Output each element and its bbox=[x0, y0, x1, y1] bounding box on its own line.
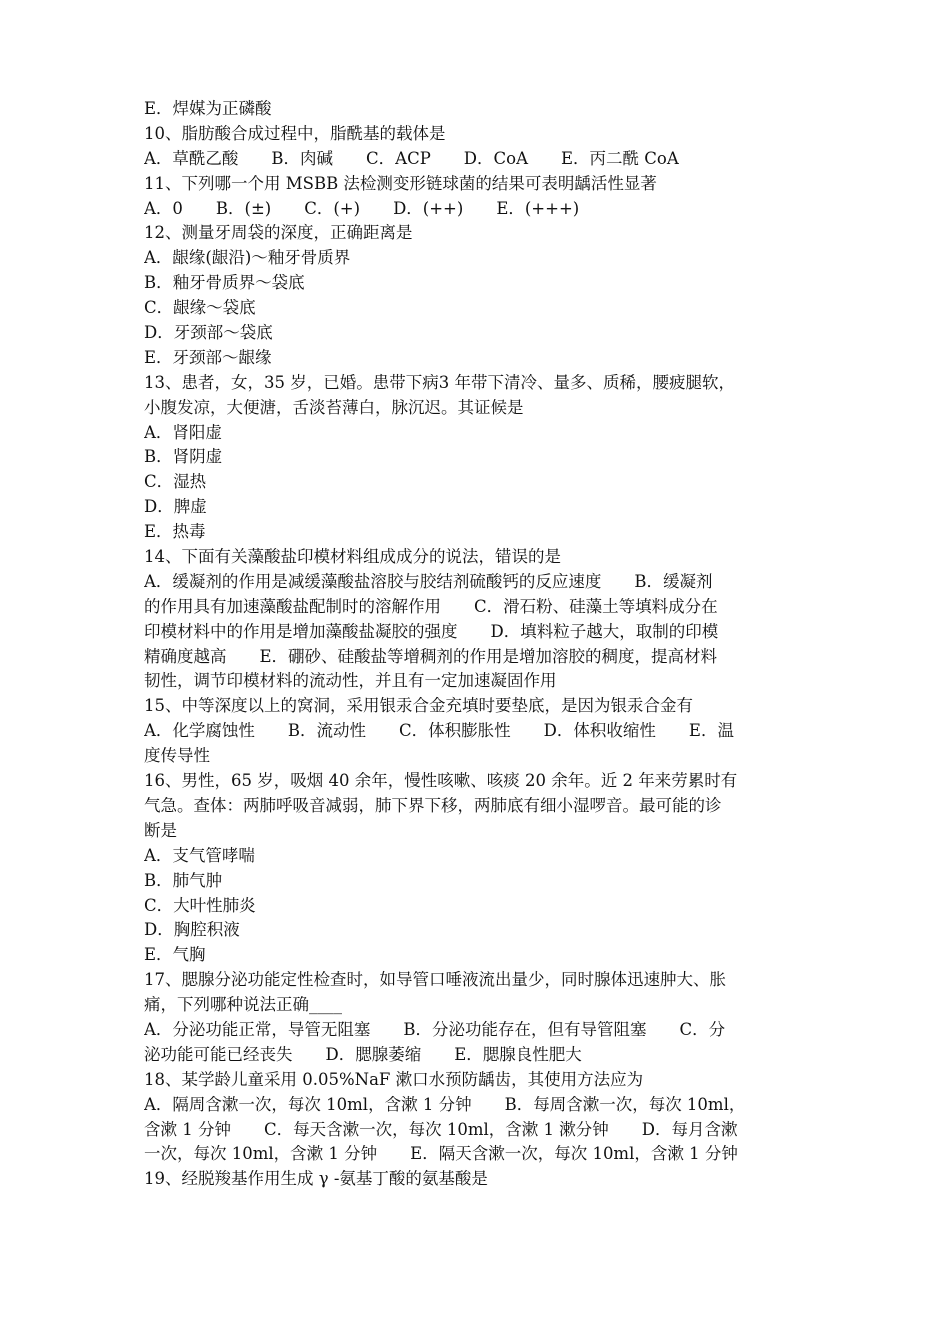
options-18: A．隔周含漱一次，每次 10ml，含漱 1 分钟 B．每周含漱一次，每次 10ml， bbox=[144, 1094, 746, 1114]
question-16: 16、男性，65 岁，吸烟 40 余年，慢性咳嗽、咳痰 20 余年。近 2 年来劳累时有 bbox=[144, 771, 738, 791]
question-19: 19、经脱羧基作用生成 γ -氨基丁酸的氨基酸是 bbox=[144, 1169, 488, 1189]
question-17-cont: 痛，下列哪种说法正确____ bbox=[144, 995, 342, 1015]
options-14-cont: 韧性，调节印模材料的流动性，并且有一定加速凝固作用 bbox=[144, 671, 557, 691]
options-10: A．草酰乙酸 B．肉碱 C．ACP D．CoA E．丙二酰 CoA bbox=[144, 148, 679, 168]
question-14: 14、下面有关藻酸盐印模材料组成成分的说法，错误的是 bbox=[144, 547, 561, 567]
option-12-b: B．釉牙骨质界～袋底 bbox=[144, 273, 305, 293]
option-12-a: A．龈缘(龈沿)～釉牙骨质界 bbox=[144, 248, 351, 268]
option-12-d: D．牙颈部～袋底 bbox=[144, 323, 273, 343]
option-13-e: E．热毒 bbox=[144, 522, 206, 542]
option-12-e: E．牙颈部～龈缘 bbox=[144, 347, 272, 367]
text-line: E．焊媒为正磷酸 bbox=[144, 99, 272, 118]
option-16-d: D．胸腔积液 bbox=[144, 920, 240, 940]
question-15: 15、中等深度以上的窝洞，采用银汞合金充填时要垫底，是因为银汞合金有 bbox=[144, 696, 693, 716]
question-13-cont: 小腹发凉，大便溏，舌淡苔薄白，脉沉迟。其证候是 bbox=[144, 397, 524, 417]
options-18-cont: 一次，每次 10ml，含漱 1 分钟 E．隔天含漱一次，每次 10ml，含漱 1 分钟 bbox=[144, 1144, 738, 1164]
option-16-b: B．肺气肿 bbox=[144, 870, 223, 890]
option-16-c: C．大叶性肺炎 bbox=[144, 895, 256, 915]
options-15-cont: 度传导性 bbox=[144, 746, 210, 766]
option-16-e: E．气胸 bbox=[144, 945, 206, 965]
options-18-cont: 含漱 1 分钟 C．每天含漱一次，每次 10ml，含漱 1 漱分钟 D．每月含漱 bbox=[144, 1119, 738, 1139]
options-14-cont: 印模材料中的作用是增加藻酸盐凝胶的强度 D．填料粒子越大，取制的印模 bbox=[144, 621, 719, 641]
option-13-b: B．肾阴虚 bbox=[144, 447, 223, 467]
question-16-cont: 气急。查体：两肺呼吸音减弱，肺下界下移，两肺底有细小湿啰音。最可能的诊 bbox=[144, 795, 722, 815]
option-13-d: D．脾虚 bbox=[144, 497, 207, 517]
option-16-a: A．支气管哮喘 bbox=[144, 845, 255, 865]
options-11: A．0 B．(±) C．(+) D．(++) E．(+++) bbox=[144, 198, 580, 218]
option-13-c: C．湿热 bbox=[144, 472, 207, 492]
question-11: 11、下列哪一个用 MSBB 法检测变形链球菌的结果可表明龋活性显著 bbox=[144, 173, 657, 193]
options-17-cont: 泌功能可能已经丧失 D．腮腺萎缩 E．腮腺良性肥大 bbox=[144, 1044, 582, 1064]
option-12-c: C．龈缘～袋底 bbox=[144, 298, 256, 318]
question-13: 13、患者，女，35 岁，已婚。患带下病3 年带下清冷、量多、质稀，腰疲腿软， bbox=[144, 372, 735, 392]
option-13-a: A．肾阳虚 bbox=[144, 422, 222, 442]
options-15: A．化学腐蚀性 B．流动性 C．体积膨胀性 D．体积收缩性 E．温 bbox=[144, 721, 734, 741]
options-14: A．缓凝剂的作用是减缓藻酸盐溶胶与胶结剂硫酸钙的反应速度 B．缓凝剂 bbox=[144, 571, 713, 591]
document-page bbox=[144, 97, 816, 1192]
question-18: 18、某学龄儿童采用 0.05%NaF 漱口水预防龋齿，其使用方法应为 bbox=[144, 1069, 644, 1089]
options-14-cont: 精确度越高 E．硼砂、硅酸盐等增稠剂的作用是增加溶胶的稠度，提高材料 bbox=[144, 646, 718, 666]
question-16-cont: 断是 bbox=[144, 820, 177, 840]
question-10: 10、脂肪酸合成过程中，脂酰基的载体是 bbox=[144, 123, 446, 143]
question-17: 17、腮腺分泌功能定性检查时，如导管口唾液流出量少，同时腺体迅速肿大、胀 bbox=[144, 970, 726, 990]
question-12: 12、测量牙周袋的深度，正确距离是 bbox=[144, 223, 413, 243]
options-14-cont: 的作用具有加速藻酸盐配制时的溶解作用 C．滑石粉、硅藻土等填料成分在 bbox=[144, 596, 718, 616]
options-17: A．分泌功能正常，导管无阻塞 B．分泌功能存在，但有导管阻塞 C．分 bbox=[144, 1019, 726, 1039]
